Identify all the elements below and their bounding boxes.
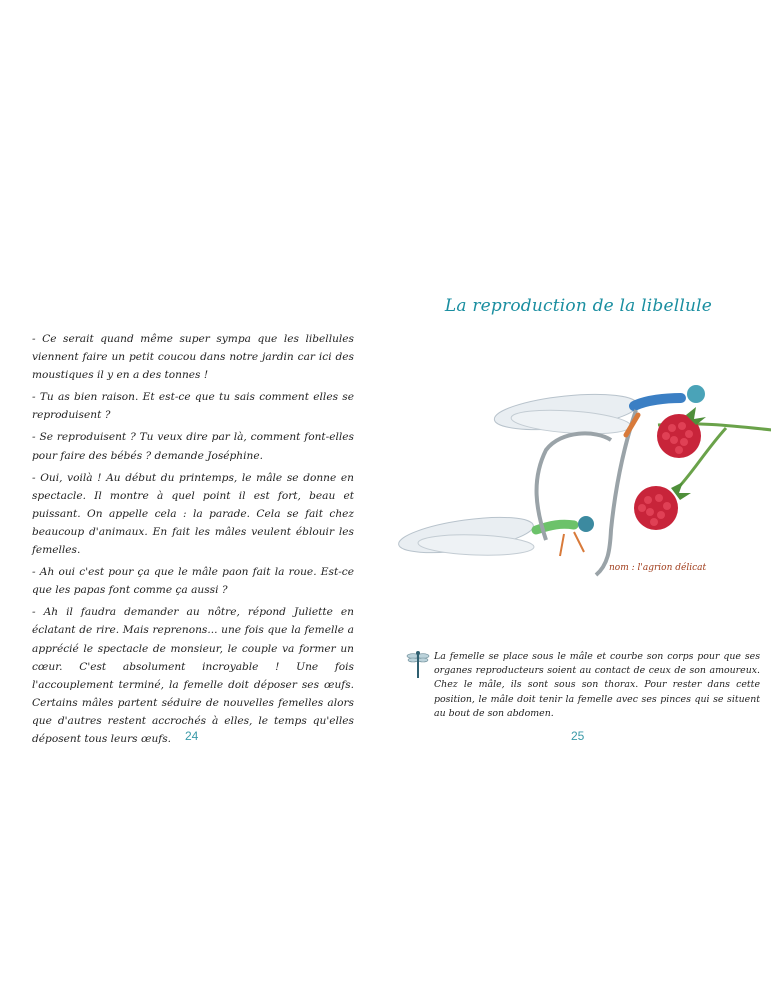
raspberry-icon xyxy=(657,407,706,458)
species-caption: nom : l'agrion délicat xyxy=(609,563,707,573)
paragraph: - Oui, voilà ! Au début du printemps, le mâle se donne en spectacle. Il montre à quel point il est fort, beau et puissant. On appelle cela : la parade. Cela se fait chez beaucoup d'animaux. En fait les mâles veulent éblouir les femelles. xyxy=(32,471,354,557)
info-text: La femelle se place sous le mâle et courbe son corps pour que ses organes reproducteurs soient au contact de ceux de son amoureux. Chez le mâle, ils sont sous son thorax. Pour rester dans cette position, le mâle doit tenir la femelle avec ses pinces qui se situent au bout de son abdomen. xyxy=(434,651,760,719)
raspberry-icon xyxy=(634,482,691,530)
story-text xyxy=(32,330,354,752)
female-dragonfly xyxy=(397,433,611,559)
left-page xyxy=(0,0,385,1000)
page-number-right: 25 xyxy=(571,729,585,743)
dragonfly-mating-illustration xyxy=(396,370,771,590)
page-number-left: 24 xyxy=(185,729,199,743)
paragraph: - Ah oui c'est pour ça que le mâle paon fait la roue. Est-ce que les papas font comme ça aussi ? xyxy=(32,566,354,597)
paragraph: - Ah il faudra demander au nôtre, répond Juliette en éclatant de rire. Mais reprenons... une fois que la femelle a apprécié le spectacle de monsieur, le couple va former un cœur. C'est absolument incroyable ! Une fois l'accouplement terminé, la femelle doit déposer ses œufs. Certains mâles partent séduire de nouvelles femelles alors que d'autres restent accrochés à elles, le temps qu'elles déposent tous leurs œufs. xyxy=(32,606,354,745)
paragraph: - Tu as bien raison. Et est-ce que tu sais comment elles se reproduisent ? xyxy=(32,391,354,422)
paragraph: - Ce serait quand même super sympa que les libellules viennent faire un petit coucou dans notre jardin car ici des moustiques il y en a des tonnes ! xyxy=(32,333,354,382)
dragonfly-icon xyxy=(406,650,430,680)
right-page xyxy=(386,0,771,1000)
paragraph: - Se reproduisent ? Tu veux dire par là, comment font-elles pour faire des bébés ? demande Joséphine. xyxy=(32,431,354,462)
page-title: La reproduction de la libellule xyxy=(444,296,713,316)
